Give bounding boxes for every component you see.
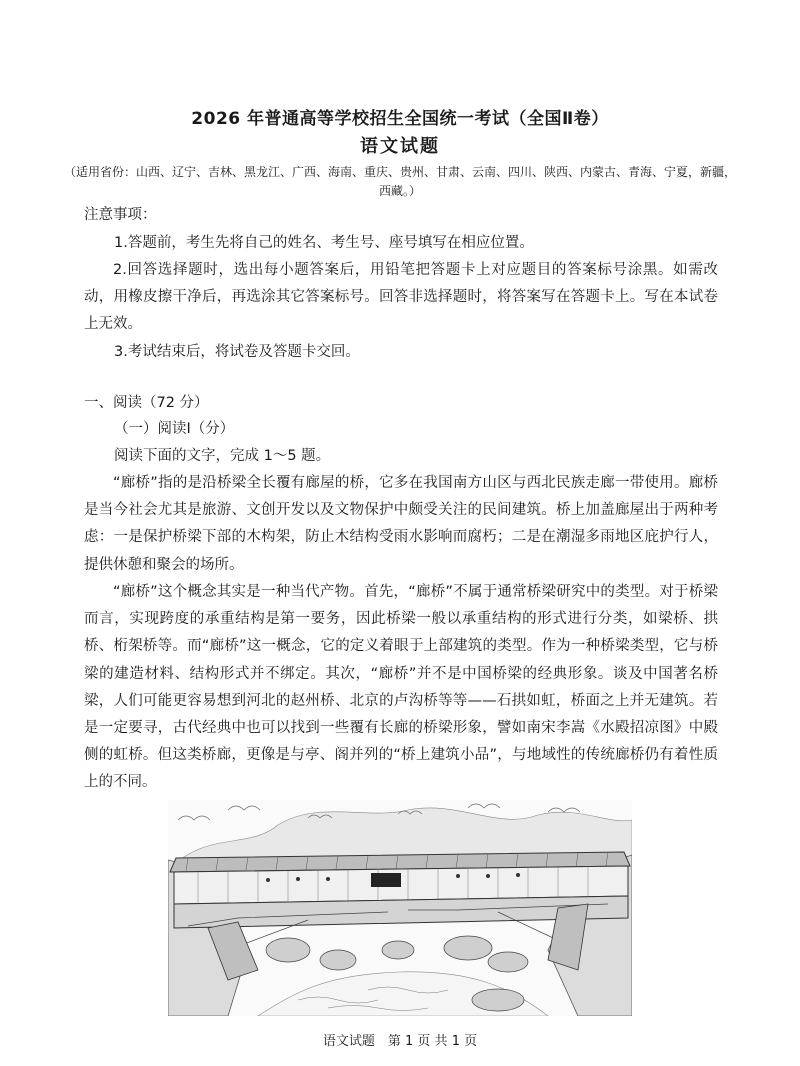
notice-item-3: 3.考试结束后，将试卷及答题卡交回。	[114, 344, 360, 360]
covered-bridge-illustration	[168, 800, 632, 1016]
reading-paragraph-2: “廊桥”这个概念其实是一种当代产物。首先，“廊桥”不属于通常桥梁研究中的类型。对于桥梁而言，实现跨度的承重结构是第一要务，因此桥梁一般以承重结构的形式进行分类，如梁桥、拱桥、桁架桥等。而“廊桥”这一概念，它的定义着眼于上部建筑的类型。作为一种桥梁类型，它与桥梁的建造材料、结构形式并不绑定。其次，“廊桥”并不是中国桥梁的经典形象。谈及中国著名桥梁，人们可能更容易想到河北的赵州桥、北京的卢沟桥等等——石拱如虹，桥面之上并无建筑。若是一定要寻，古代经典中也可以找到一些覆有长廊的桥梁形象，譬如南宋李嵩《水殿招凉图》中殿侧的虹桥。但这类桥廊，更像是与亭、阁并列的“桥上建筑小品”，与地域性的传统廊桥仍有着性质上的不同。	[84, 584, 718, 791]
notice-item-2: 2.回答选择题时，选出每小题答案后，用铅笔把答题卡上对应题目的答案标号涂黑。如需改动，用橡皮擦干净后，再选涂其它答案标号。回答非选择题时，将答案写在答题卡上。写在本试卷上无效。	[84, 262, 718, 333]
reading-paragraph-1: “廊桥”指的是沿桥梁全长覆有廊屋的桥，它多在我国南方山区与西北民族走廊一带使用。廊桥是当今社会尤其是旅游、文创开发以及文物保护中颇受关注的民间建筑。桥上加盖廊屋出于两种考虑：一是保护桥梁下部的木构架，防止木结构受雨水影响而腐朽；二是在潮湿多雨地区庇护行人，提供休憩和聚会的场所。	[84, 475, 718, 573]
notice-heading: 注意事项：	[84, 207, 157, 223]
exam-title: 2026 年普通高等学校招生全国统一考试（全国Ⅱ卷）	[191, 109, 609, 129]
section-heading: 一、阅读（72 分）	[84, 395, 209, 411]
applicable-provinces: （适用省份：山西、辽宁、吉林、黑龙江、广西、海南、重庆、贵州、甘肃、云南、四川、陕西、内蒙古、青海、宁夏，新疆，西藏。）	[63, 165, 736, 198]
section-subheading: （一）阅读Ⅰ（分）	[114, 421, 235, 437]
exam-subtitle: 语文试题	[360, 136, 440, 157]
page-footer: 语文试题 第 1 页 共 1 页	[322, 1034, 478, 1049]
reading-instruction: 阅读下面的文字，完成 1～5 题。	[114, 448, 331, 464]
notice-item-1: 1.答题前，考生先将自己的姓名、考生号、座号填写在相应位置。	[114, 235, 534, 251]
